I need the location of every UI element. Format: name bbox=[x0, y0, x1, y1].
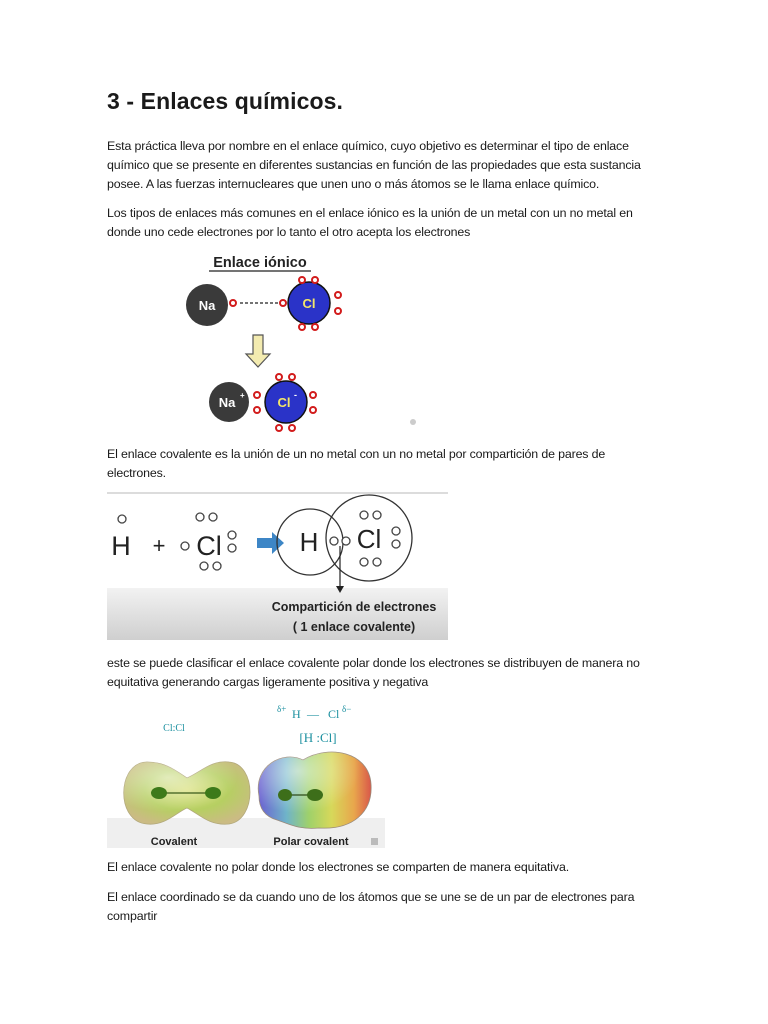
page-title: 3 - Enlaces químicos. bbox=[107, 88, 344, 114]
watermark-icon bbox=[371, 838, 378, 845]
top-border bbox=[107, 492, 448, 494]
delta-plus: δ+ bbox=[277, 704, 287, 714]
covalent-caption-line2: ( 1 enlace covalente) bbox=[292, 620, 416, 634]
cl-ion-charge: - bbox=[294, 390, 297, 400]
paragraph-covalent-bond: El enlace covalente es la unión de un no metal con un no metal por compartición de pares de electrones. bbox=[107, 447, 606, 480]
product-cl: Cl bbox=[356, 524, 382, 554]
formula-cl: Cl bbox=[328, 707, 340, 721]
ionic-figure-heading: Enlace iónico bbox=[213, 255, 307, 271]
cl-atom-label: Cl bbox=[302, 296, 316, 311]
paragraph-nonpolar-covalent: El enlace covalente no polar donde los electrones se comparten de manera equitativa. bbox=[107, 860, 569, 874]
formula-bond: — bbox=[307, 707, 319, 721]
na-ion-label: Na bbox=[218, 395, 236, 410]
paragraph-intro: Esta práctica lleva por nombre en el enlace químico, cuyo objetivo es determinar el tipo de enlace químico que se presente en diferentes sustancias en función de las propiedades que esta sustancia posee. A las fuerzas internucleares que unen uno o más átomos se le llama enlace químico. bbox=[107, 139, 641, 191]
ionic-bond-figure bbox=[107, 250, 425, 438]
formula-h: H bbox=[292, 707, 301, 721]
bracket-formula: [H :Cl] bbox=[299, 730, 337, 745]
reactant-cl: Cl bbox=[196, 531, 222, 561]
covalent-label: Covalent bbox=[150, 836, 198, 848]
paragraph-coordinate-bond: El enlace coordinado se da cuando uno de los átomos que se une se de un par de electrones para compartir bbox=[107, 890, 635, 923]
polar-electron-cloud bbox=[258, 752, 371, 828]
watermark-icon bbox=[410, 419, 416, 425]
cl-cl-formula: Cl:Cl bbox=[163, 723, 185, 734]
polar-covalent-figure bbox=[107, 700, 385, 848]
delta-minus: δ− bbox=[342, 704, 352, 714]
na-atom-label: Na bbox=[198, 298, 216, 313]
h-electron bbox=[118, 515, 126, 523]
cl-ion-label: Cl bbox=[277, 395, 291, 410]
paragraph-ionic-bond: Los tipos de enlaces más comunes en el enlace iónico es la unión de un metal con un no metal en donde uno cede electrones por lo tanto el otro acepta los electrones bbox=[107, 206, 633, 239]
plus-sign: + bbox=[152, 533, 166, 558]
paragraph-polar-covalent: este se puede clasificar el enlace covalente polar donde los electrones se distribuyen de manera no equitativa generando cargas ligeramente positiva y negativa bbox=[107, 656, 640, 689]
na-ion-charge: + bbox=[240, 391, 245, 400]
na-valence-electron bbox=[230, 300, 236, 306]
covalent-caption-line1: Compartición de electrones bbox=[271, 600, 437, 614]
reactant-h: H bbox=[111, 531, 131, 561]
polar-covalent-label: Polar covalent bbox=[273, 836, 349, 848]
product-h: H bbox=[299, 527, 319, 557]
covalent-bond-figure bbox=[107, 492, 448, 640]
